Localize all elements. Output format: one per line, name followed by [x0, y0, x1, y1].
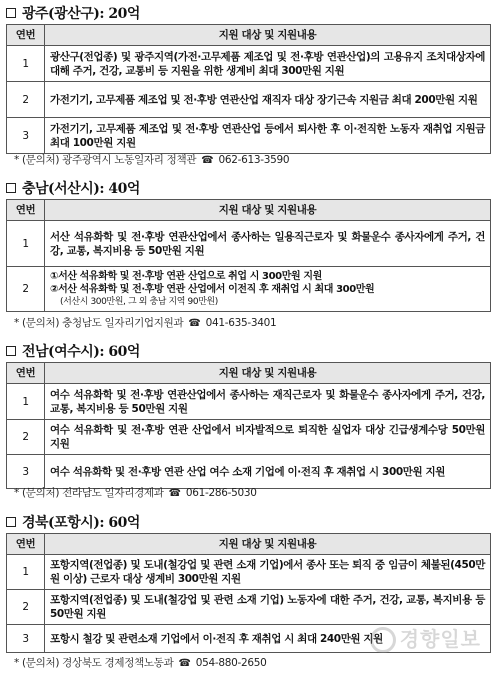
row-description: 여수 석유화학 및 전·후방 연관산업에서 종사하는 재직근로자 및 화물운수 종사자에게 주거, 건강, 교통, 복지비용 등 50만원 지원	[45, 384, 491, 420]
contact-line: * (문의처) 광주광역시 노동일자리 정책관 ☎ 062-613-3590	[14, 154, 290, 166]
row-number: 2	[7, 420, 45, 455]
support-table	[6, 24, 491, 154]
row-description: 가전기기, 고무제품 제조업 및 전·후방 연관산업 재직자 대상 장기근속 지원금 최대 200만원 지원	[45, 82, 491, 118]
col-header-no: 연번	[7, 363, 45, 384]
row-description: 포항지역(전업종) 및 도내(철강업 및 관련 소재 기업) 노동자에 대한 주거, 건강, 교통, 복지비용 등 50만원 지원	[45, 590, 491, 625]
contact-line: * (문의처) 경상북도 경제정책노동과 ☎ 054-880-2650	[14, 657, 267, 669]
section-title: 전남(여수시): 60억	[6, 341, 140, 361]
row-description: 서산 석유화학 및 전·후방 연관산업에서 종사하는 일용직근로자 및 화물운수 종사자에게 주거, 건강, 교통, 복지비용 등 50만원 지원	[45, 221, 491, 267]
checkbox-icon	[6, 517, 16, 527]
support-table	[6, 199, 491, 312]
row-description: ①서산 석유화학 및 전·후방 연관 산업으로 취업 시 300만원 지원 ②서산 석유화학 및 전·후방 연관 산업에서 이전직 후 재취업 시 최대 300만원 (서산시 300만원, 그 외 충남 지역 90만원)	[45, 267, 491, 312]
phone-icon: ☎	[188, 318, 201, 329]
watermark-circle-icon	[370, 627, 396, 653]
row-number: 1	[7, 555, 45, 590]
col-header-no: 연번	[7, 534, 45, 555]
section-title: 경북(포항시): 60억	[6, 512, 140, 532]
phone-icon: ☎	[178, 658, 191, 669]
phone-icon: ☎	[168, 488, 181, 499]
checkbox-icon	[6, 346, 16, 356]
row-description: 포항시 철강 및 관련소재 기업에서 이·전직 후 재취업 시 최대 240만원 지원	[45, 625, 491, 653]
col-header-desc: 지원 대상 및 지원내용	[45, 200, 491, 221]
row-description: 여수 석유화학 및 전·후방 연관 산업 여수 소재 기업에 이·전직 후 재취업 시 300만원 지원	[45, 455, 491, 489]
checkbox-icon	[6, 183, 16, 193]
checkbox-icon	[6, 8, 16, 18]
row-number: 1	[7, 221, 45, 267]
contact-line: * (문의처) 전라남도 일자리경제과 ☎ 061-286-5030	[14, 487, 257, 499]
row-number: 1	[7, 384, 45, 420]
section-title: 광주(광산구): 20억	[6, 3, 140, 23]
row-number: 2	[7, 590, 45, 625]
row-description: 가전기기, 고무제품 제조업 및 전·후방 연관산업 등에서 퇴사한 후 이·전직한 노동자 재취업 지원금 최대 100만원 지원	[45, 118, 491, 154]
col-header-desc: 지원 대상 및 지원내용	[45, 534, 491, 555]
watermark-logo: 경향일보	[370, 623, 481, 654]
row-number: 2	[7, 267, 45, 312]
section-title: 충남(서산시): 40억	[6, 178, 140, 198]
col-header-no: 연번	[7, 25, 45, 46]
row-number: 3	[7, 118, 45, 154]
col-header-desc: 지원 대상 및 지원내용	[45, 363, 491, 384]
row-number: 1	[7, 46, 45, 82]
row-number: 3	[7, 625, 45, 653]
col-header-no: 연번	[7, 200, 45, 221]
row-description: 포항지역(전업종) 및 도내(철강업 및 관련 소재 기업)에서 종사 또는 퇴직 중 임금이 체불된(450만원 이상) 근로자 대상 생계비 300만원 지원	[45, 555, 491, 590]
phone-icon: ☎	[201, 155, 214, 166]
row-number: 3	[7, 455, 45, 489]
row-number: 2	[7, 82, 45, 118]
support-table	[6, 362, 491, 489]
col-header-desc: 지원 대상 및 지원내용	[45, 25, 491, 46]
row-description: 광산구(전업종) 및 광주지역(가전·고무제품 제조업 및 전·후방 연관산업)의 고용유지 조치대상자에 대해 주거, 건강, 교통비 등 지원을 위한 생계비 최대 300만원 지원	[45, 46, 491, 82]
contact-line: * (문의처) 충청남도 일자리기업지원과 ☎ 041-635-3401	[14, 317, 277, 329]
row-description: 여수 석유화학 및 전·후방 연관 산업에서 비자발적으로 퇴직한 실업자 대상 긴급생계수당 50만원 지원	[45, 420, 491, 455]
